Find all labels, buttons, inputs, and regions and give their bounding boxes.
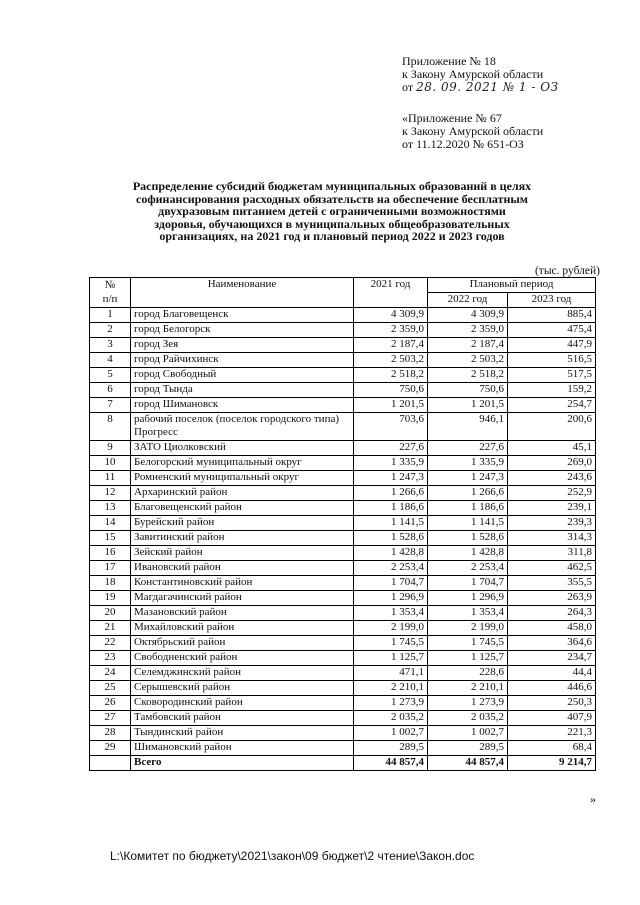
row-value-2023: 516,5 [508, 353, 596, 368]
row-name: Ромненский муниципальный округ [131, 471, 354, 486]
row-value-2021: 1 528,6 [354, 531, 428, 546]
table-row [90, 368, 596, 383]
appendix-current-date [402, 81, 559, 94]
row-number: 5 [90, 368, 131, 383]
row-number: 16 [90, 546, 131, 561]
row-value-2022: 2 210,1 [428, 681, 508, 696]
total-num-cell [90, 756, 131, 771]
table-row [90, 636, 596, 651]
row-value-2023: 355,5 [508, 576, 596, 591]
table-row [90, 486, 596, 501]
row-number: 10 [90, 456, 131, 471]
header-num [90, 278, 131, 308]
header-year-2021: 2021 год [354, 278, 428, 308]
row-number: 3 [90, 338, 131, 353]
row-value-2022: 1 247,3 [428, 471, 508, 486]
header-year-2022: 2022 год [428, 293, 508, 308]
header-name: Наименование [131, 278, 354, 308]
row-value-2023: 885,4 [508, 308, 596, 323]
table-row [90, 666, 596, 681]
total-2021: 44 857,4 [354, 756, 428, 771]
table-row [90, 383, 596, 398]
row-number: 24 [90, 666, 131, 681]
row-value-2021: 1 704,7 [354, 576, 428, 591]
row-name: Тамбовский район [131, 711, 354, 726]
header-planned-period: Плановый период [428, 278, 596, 293]
appendix-current-law: к Закону Амурской области [402, 67, 544, 81]
row-value-2021: 227,6 [354, 441, 428, 456]
row-name: город Благовещенск [131, 308, 354, 323]
row-value-2023: 462,5 [508, 561, 596, 576]
row-name: город Белогорск [131, 323, 354, 338]
row-name: Архаринский район [131, 486, 354, 501]
table-row [90, 456, 596, 471]
row-number: 26 [90, 696, 131, 711]
row-number: 11 [90, 471, 131, 486]
row-name: Магдагачинский район [131, 591, 354, 606]
row-number: 1 [90, 308, 131, 323]
row-value-2022: 227,6 [428, 441, 508, 456]
row-number: 17 [90, 561, 131, 576]
appendix-previous-number: «Приложение № 67 [402, 111, 502, 125]
table-row [90, 338, 596, 353]
row-number: 7 [90, 398, 131, 413]
row-value-2023: 234,7 [508, 651, 596, 666]
row-name: город Шимановск [131, 398, 354, 413]
row-value-2023: 243,6 [508, 471, 596, 486]
title-line: Распределение субсидий бюджетам муниципальных образований в целях [132, 179, 532, 193]
row-number: 6 [90, 383, 131, 398]
row-value-2023: 269,0 [508, 456, 596, 471]
row-value-2023: 446,6 [508, 681, 596, 696]
row-name: Завитинский район [131, 531, 354, 546]
row-value-2023: 68,4 [508, 741, 596, 756]
table-row [90, 621, 596, 636]
row-value-2021: 4 309,9 [354, 308, 428, 323]
row-value-2023: 254,7 [508, 398, 596, 413]
row-number: 22 [90, 636, 131, 651]
row-value-2023: 263,9 [508, 591, 596, 606]
row-number: 25 [90, 681, 131, 696]
row-value-2023: 200,6 [508, 413, 596, 441]
table-row [90, 353, 596, 368]
row-value-2023: 45,1 [508, 441, 596, 456]
table-row [90, 398, 596, 413]
subsidy-table [89, 277, 596, 771]
appendix-previous-block [402, 112, 543, 151]
row-number: 23 [90, 651, 131, 666]
total-2022: 44 857,4 [428, 756, 508, 771]
row-value-2022: 228,6 [428, 666, 508, 681]
row-value-2022: 1 353,4 [428, 606, 508, 621]
row-value-2021: 1 266,6 [354, 486, 428, 501]
table-row [90, 696, 596, 711]
row-name: Тындинский район [131, 726, 354, 741]
row-number: 2 [90, 323, 131, 338]
row-name: город Райчихинск [131, 353, 354, 368]
table-row [90, 308, 596, 323]
row-value-2022: 750,6 [428, 383, 508, 398]
row-value-2021: 289,5 [354, 741, 428, 756]
title-line: двухразовым питанием детей с ограниченными возможностями [158, 204, 506, 218]
row-value-2021: 2 210,1 [354, 681, 428, 696]
row-value-2021: 2 518,2 [354, 368, 428, 383]
row-value-2022: 946,1 [428, 413, 508, 441]
row-name: Белогорский муниципальный округ [131, 456, 354, 471]
row-value-2021: 1 353,4 [354, 606, 428, 621]
row-value-2022: 2 253,4 [428, 561, 508, 576]
row-number: 9 [90, 441, 131, 456]
table-row [90, 516, 596, 531]
row-name: рабочий поселок (поселок городского типа) Прогресс [131, 413, 354, 441]
table-row [90, 323, 596, 338]
row-value-2022: 1 273,9 [428, 696, 508, 711]
row-name: Константиновский район [131, 576, 354, 591]
row-number: 19 [90, 591, 131, 606]
row-value-2023: 475,4 [508, 323, 596, 338]
row-value-2021: 1 428,8 [354, 546, 428, 561]
row-name: Мазановский район [131, 606, 354, 621]
row-value-2023: 311,8 [508, 546, 596, 561]
table-row [90, 741, 596, 756]
table-row [90, 471, 596, 486]
row-value-2022: 1 186,6 [428, 501, 508, 516]
total-label: Всего [131, 756, 354, 771]
row-value-2022: 2 035,2 [428, 711, 508, 726]
row-value-2022: 2 503,2 [428, 353, 508, 368]
row-value-2022: 1 141,5 [428, 516, 508, 531]
row-value-2021: 2 359,0 [354, 323, 428, 338]
row-value-2023: 458,0 [508, 621, 596, 636]
row-value-2021: 1 201,5 [354, 398, 428, 413]
row-value-2022: 1 428,8 [428, 546, 508, 561]
row-value-2022: 2 199,0 [428, 621, 508, 636]
row-number: 21 [90, 621, 131, 636]
row-value-2021: 750,6 [354, 383, 428, 398]
row-number: 27 [90, 711, 131, 726]
row-name: Михайловский район [131, 621, 354, 636]
row-number: 29 [90, 741, 131, 756]
row-value-2022: 289,5 [428, 741, 508, 756]
table-row [90, 591, 596, 606]
row-number: 20 [90, 606, 131, 621]
header-year-2023: 2023 год [508, 293, 596, 308]
row-value-2021: 1 273,9 [354, 696, 428, 711]
row-value-2023: 314,3 [508, 531, 596, 546]
total-row [90, 756, 596, 771]
row-value-2021: 1 141,5 [354, 516, 428, 531]
row-name: Зейский район [131, 546, 354, 561]
document-title [82, 180, 582, 243]
row-value-2022: 1 296,9 [428, 591, 508, 606]
row-value-2022: 1 704,7 [428, 576, 508, 591]
row-value-2023: 264,3 [508, 606, 596, 621]
appendix-previous-law: к Закону Амурской области [402, 124, 544, 138]
row-value-2021: 2 503,2 [354, 353, 428, 368]
row-value-2022: 2 518,2 [428, 368, 508, 383]
row-name: Свободненский район [131, 651, 354, 666]
row-value-2021: 1 186,6 [354, 501, 428, 516]
file-path-footer: L:\Комитет по бюджету\2021\закон\09 бюджет\2 чтение\Закон.doc [110, 849, 475, 863]
row-value-2022: 1 002,7 [428, 726, 508, 741]
title-line: организациях, на 2021 год и плановый период 2022 и 2023 годов [159, 229, 505, 243]
row-value-2022: 1 745,5 [428, 636, 508, 651]
table-row [90, 726, 596, 741]
table-row [90, 441, 596, 456]
row-value-2021: 1 125,7 [354, 651, 428, 666]
row-number: 28 [90, 726, 131, 741]
row-number: 12 [90, 486, 131, 501]
row-name: Благовещенский район [131, 501, 354, 516]
header-num-line2: п/п [102, 292, 118, 305]
total-2023: 9 214,7 [508, 756, 596, 771]
row-value-2023: 250,3 [508, 696, 596, 711]
header-num-line1: № [104, 279, 116, 291]
closing-quote: » [590, 792, 596, 806]
appendix-current-number: Приложение № 18 [402, 54, 496, 68]
row-number: 8 [90, 413, 131, 441]
row-value-2021: 2 199,0 [354, 621, 428, 636]
row-value-2022: 1 125,7 [428, 651, 508, 666]
row-value-2021: 1 002,7 [354, 726, 428, 741]
row-value-2023: 239,1 [508, 501, 596, 516]
row-value-2021: 1 335,9 [354, 456, 428, 471]
row-value-2021: 703,6 [354, 413, 428, 441]
row-value-2023: 239,3 [508, 516, 596, 531]
row-value-2022: 1 201,5 [428, 398, 508, 413]
row-value-2022: 4 309,9 [428, 308, 508, 323]
table-row [90, 546, 596, 561]
table-row [90, 531, 596, 546]
table-row [90, 651, 596, 666]
table-row [90, 561, 596, 576]
row-value-2023: 159,2 [508, 383, 596, 398]
row-name: Октябрьский район [131, 636, 354, 651]
row-value-2023: 364,6 [508, 636, 596, 651]
row-value-2022: 1 335,9 [428, 456, 508, 471]
table-body [90, 308, 596, 756]
row-value-2022: 2 359,0 [428, 323, 508, 338]
appendix-current-block [402, 55, 559, 94]
title-line: софинансирования расходных обязательств на обеспечение бесплатным [136, 191, 528, 206]
row-value-2021: 471,1 [354, 666, 428, 681]
row-value-2023: 252,9 [508, 486, 596, 501]
row-value-2023: 44,4 [508, 666, 596, 681]
row-name: Ивановский район [131, 561, 354, 576]
units-label: (тыс. рублей) [534, 265, 600, 277]
row-value-2021: 2 253,4 [354, 561, 428, 576]
table-row [90, 413, 596, 441]
table-row [90, 501, 596, 516]
row-number: 18 [90, 576, 131, 591]
row-value-2021: 1 247,3 [354, 471, 428, 486]
row-number: 14 [90, 516, 131, 531]
row-value-2021: 1 296,9 [354, 591, 428, 606]
row-value-2022: 1 266,6 [428, 486, 508, 501]
row-name: ЗАТО Циолковский [131, 441, 354, 456]
row-number: 4 [90, 353, 131, 368]
row-name: Серышевский район [131, 681, 354, 696]
row-name: город Тында [131, 383, 354, 398]
row-number: 13 [90, 501, 131, 516]
row-value-2023: 407,9 [508, 711, 596, 726]
row-value-2022: 1 528,6 [428, 531, 508, 546]
row-name: город Свободный [131, 368, 354, 383]
appendix-current-date-prefix: от [402, 80, 414, 94]
row-number: 15 [90, 531, 131, 546]
row-value-2021: 2 035,2 [354, 711, 428, 726]
row-value-2021: 2 187,4 [354, 338, 428, 353]
title-line: здоровья, обучающихся в муниципальных общеобразовательных [154, 216, 510, 231]
row-name: Селемджинский район [131, 666, 354, 681]
row-name: Шимановский район [131, 741, 354, 756]
table-row [90, 681, 596, 696]
row-name: Сковородинский район [131, 696, 354, 711]
row-value-2023: 517,5 [508, 368, 596, 383]
appendix-current-handwritten-date: 28. 09. 2021 № 1 - ОЗ [416, 80, 559, 94]
row-value-2021: 1 745,5 [354, 636, 428, 651]
table-row [90, 711, 596, 726]
row-value-2023: 447,9 [508, 338, 596, 353]
appendix-previous-date: от 11.12.2020 № 651-ОЗ [402, 137, 524, 151]
row-value-2022: 2 187,4 [428, 338, 508, 353]
row-value-2023: 221,3 [508, 726, 596, 741]
table-row [90, 606, 596, 621]
table-row [90, 576, 596, 591]
row-name: город Зея [131, 338, 354, 353]
row-name: Бурейский район [131, 516, 354, 531]
